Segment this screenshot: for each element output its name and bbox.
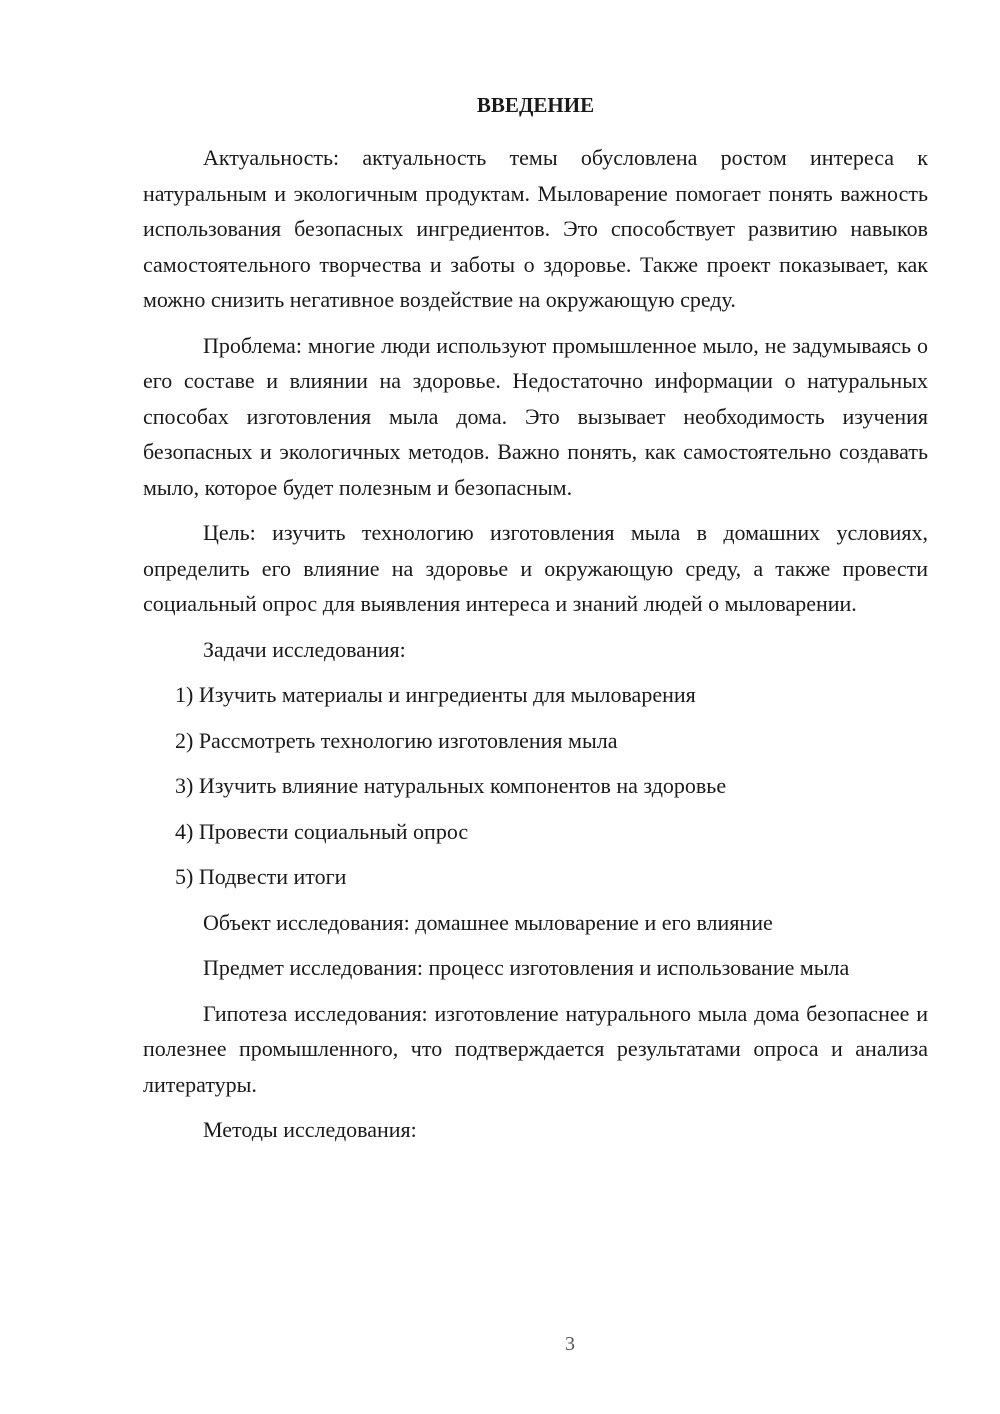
paragraph-subject: Предмет исследования: процесс изготовления и использование мыла bbox=[203, 955, 850, 980]
paragraph-problem: Проблема: многие люди используют промышленное мыло, не задумываясь о его составе и влиянии на здоровье. Недостаточно информации о натуральных способах изготовления мыла дома. Это вызывает необходимость изучения безопасных и экологичных методов. Важно понять, как самостоятельно создавать мыло, которое будет полезным и безопасным. bbox=[143, 332, 928, 500]
paragraph-relevance: Актуальность: актуальность темы обусловлена ростом интереса к натуральным и экологичным продуктам. Мыловарение помогает понять важность использования безопасных ингредиентов. Это способствует развитию навыков самостоятельного творчества и заботы о здоровье. Также проект показывает, как можно снизить негативное воздействие на окружающую среду. bbox=[143, 145, 928, 312]
document-page bbox=[143, 90, 928, 1158]
list-item: 3) Изучить влияние натуральных компонентов на здоровье bbox=[175, 773, 727, 798]
list-item: 5) Подвести итоги bbox=[175, 864, 347, 889]
paragraph-goal: Цель: изучить технологию изготовления мыла в домашних условиях, определить его влияние на здоровье и окружающую среду, а также провести социальный опрос для выявления интереса и знаний людей о мыловарении. bbox=[143, 520, 928, 616]
list-item: 4) Провести социальный опрос bbox=[175, 818, 469, 844]
paragraph-object: Объект исследования: домашнее мыловарение и его влияние bbox=[203, 909, 773, 935]
page-number: 3 bbox=[565, 1333, 575, 1355]
list-item: 1) Изучить материалы и ингредиенты для мыловарения bbox=[175, 682, 696, 707]
paragraph-hypothesis: Гипотеза исследования: изготовление натурального мыла дома безопаснее и полезнее промышленного, что подтверждается результатами опроса и анализа литературы. bbox=[143, 1000, 928, 1097]
list-item: 2) Рассмотреть технологию изготовления мыла bbox=[175, 727, 618, 753]
tasks-list bbox=[143, 677, 928, 895]
methods-title: Методы исследования: bbox=[203, 1117, 417, 1142]
section-heading: ВВЕДЕНИЕ bbox=[476, 93, 595, 117]
tasks-title: Задачи исследования: bbox=[203, 636, 406, 662]
